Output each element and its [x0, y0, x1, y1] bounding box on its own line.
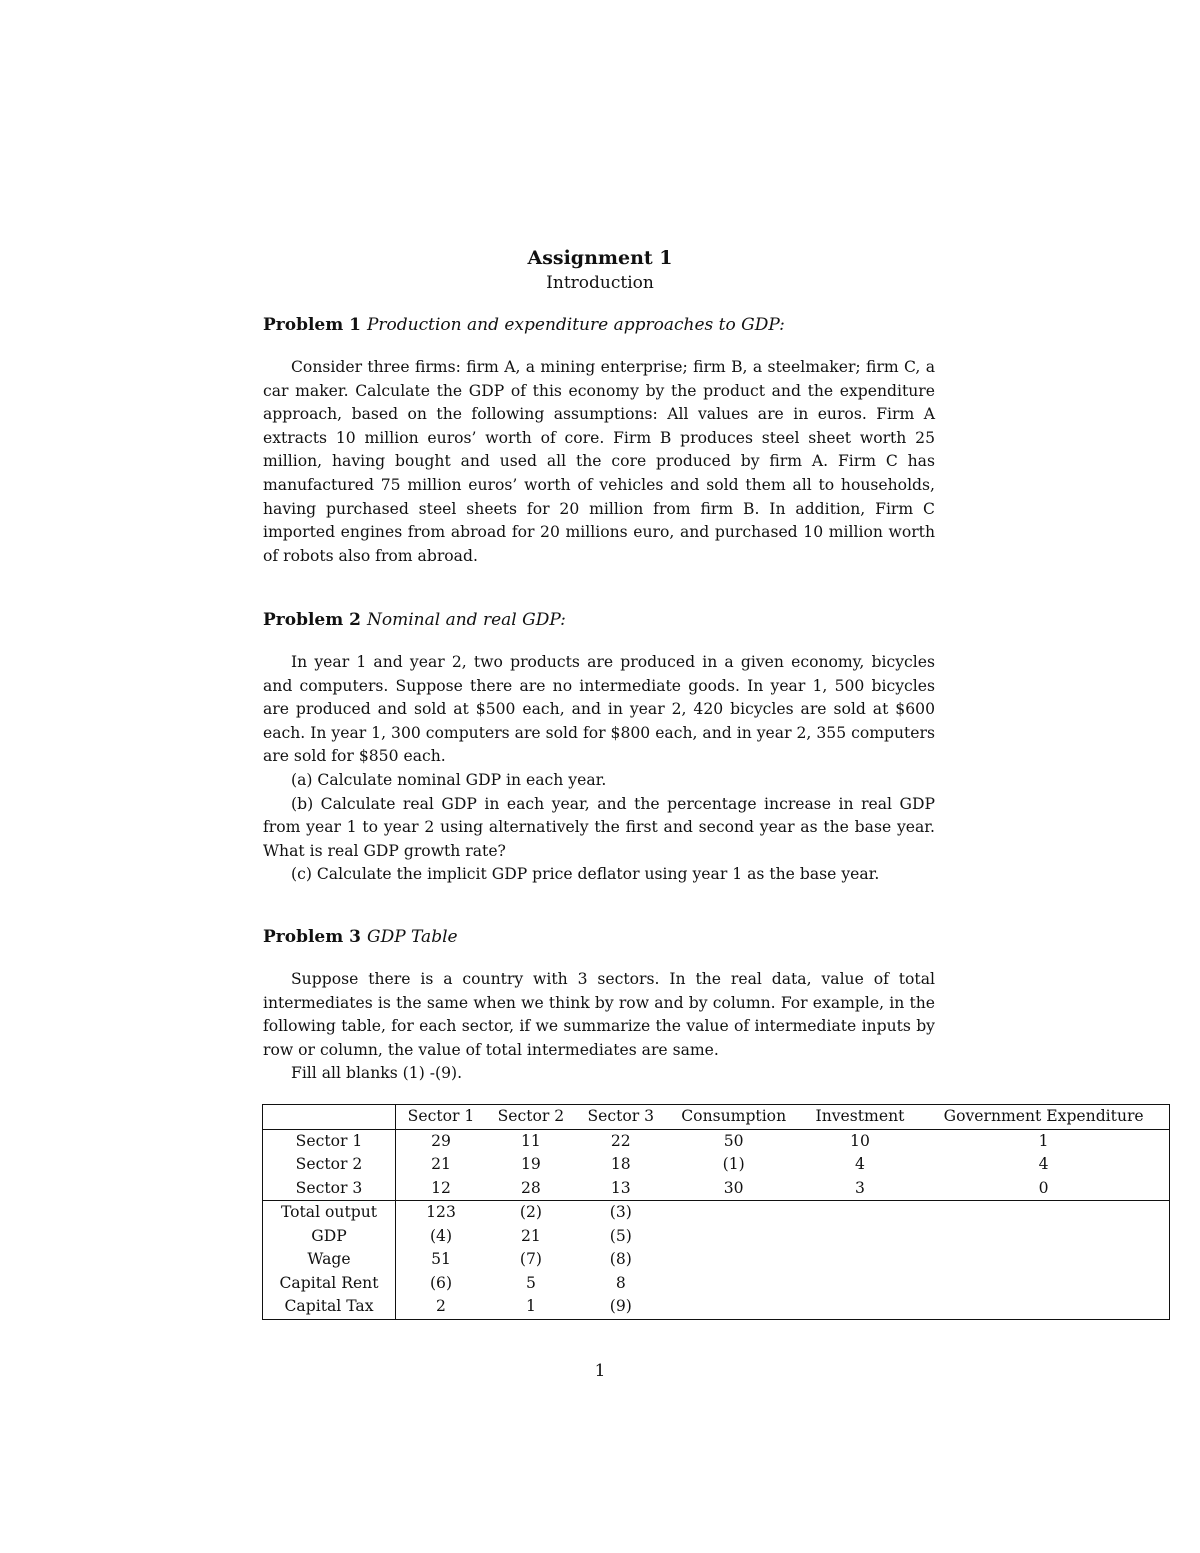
table-cell: [918, 1248, 1169, 1272]
table-cell: 4: [1038, 1155, 1049, 1173]
table-row: [263, 1295, 1170, 1319]
row-label: Wage: [263, 1248, 396, 1272]
problem-title: Production and expenditure approaches to GDP:: [366, 315, 785, 335]
table-cell: 29: [431, 1131, 451, 1150]
table-cell: 13: [610, 1178, 631, 1197]
table-cell: (7): [519, 1250, 542, 1268]
problem-1-heading: [263, 314, 785, 336]
table-cell: 8: [615, 1273, 626, 1292]
paragraph: Consider three firms: firm A, a mining enterprise; firm B, a steelmaker; firm C, a car maker. Calculate the GDP of this economy by the product and the expenditure approach, based on the following assumptions: All values are in euros. Firm A extracts 10 million euros’ worth of core. Firm B produces steel sheet worth 25 million, having bought and used all the core produced by firm A. Firm C has manufactured 75 million euros’ worth of vehicles and sold them all to households, having purchased steel sheets for 20 million from firm B. In addition, Firm C imported engines from abroad for 20 millions euro, and purchased 10 million worth of robots also from abroad.: [263, 358, 935, 565]
table-cell: 0: [1038, 1178, 1049, 1197]
table-cell: [802, 1295, 919, 1319]
table-row: [263, 1248, 1170, 1272]
table-cell: (2): [486, 1201, 576, 1225]
table-cell: [802, 1225, 919, 1249]
table-cell: 50: [723, 1131, 744, 1150]
table-cell: [666, 1295, 802, 1319]
table-header-cell: Sector 1: [396, 1105, 486, 1130]
problem-label: Problem 3: [263, 927, 361, 947]
table-cell: (6): [429, 1273, 453, 1292]
document-title: Assignment 1: [527, 247, 673, 269]
row-label: Capital Rent: [263, 1272, 396, 1296]
table-cell: (3): [576, 1201, 666, 1225]
table-cell: 1: [525, 1297, 536, 1315]
row-label: GDP: [263, 1225, 396, 1249]
table-cell: 30: [723, 1178, 744, 1197]
table-header-row: [263, 1105, 1170, 1130]
problem-title: Nominal and real GDP:: [366, 610, 566, 630]
table-cell: [666, 1248, 802, 1272]
table-header-cell: Investment: [802, 1105, 919, 1130]
paragraph: Fill all blanks (1) -(9).: [291, 1064, 463, 1083]
problem-2-body: [263, 651, 935, 887]
table-cell: [918, 1225, 1169, 1249]
table-cell: 21: [431, 1155, 451, 1173]
table-cell: [802, 1201, 919, 1225]
problem-3-heading: [263, 926, 458, 948]
table-cell: (4): [429, 1226, 453, 1245]
table-cell: 2: [436, 1297, 446, 1315]
table-cell: (8): [609, 1250, 632, 1268]
table-row: [263, 1153, 1170, 1177]
row-label: Sector 1: [263, 1129, 396, 1153]
table-cell: [666, 1225, 802, 1249]
table-cell: [918, 1201, 1169, 1225]
table-header-cell: Sector 3: [576, 1105, 666, 1130]
table-cell: 12: [431, 1178, 451, 1197]
table-cell: 21: [521, 1226, 541, 1245]
table-cell: 51: [431, 1250, 451, 1268]
table-cell: (9): [609, 1297, 632, 1315]
table-header-cell: Government Expenditure: [918, 1105, 1169, 1130]
row-label: Total output: [263, 1201, 396, 1225]
table-row: [263, 1177, 1170, 1201]
table-row: [263, 1129, 1170, 1153]
table-cell: 22: [610, 1131, 631, 1150]
table-cell: (5): [609, 1226, 632, 1245]
table-cell: [802, 1248, 919, 1272]
table-cell: [918, 1295, 1169, 1319]
table-header-cell: [263, 1105, 396, 1130]
table-header-cell: Consumption: [666, 1105, 802, 1130]
table-cell: [918, 1272, 1169, 1296]
problem-label: Problem 2: [263, 610, 361, 630]
table-cell: 3: [855, 1178, 865, 1197]
table-cell: 123: [396, 1201, 486, 1225]
row-label: Sector 2: [263, 1153, 396, 1177]
table-header-cell: Sector 2: [486, 1105, 576, 1130]
table-cell: 1: [1038, 1131, 1049, 1150]
table-row: [263, 1225, 1170, 1249]
paragraph: (a) Calculate nominal GDP in each year.: [291, 770, 607, 789]
table-cell: [666, 1272, 802, 1296]
table-cell: 10: [850, 1131, 870, 1150]
problem-title: GDP Table: [366, 927, 458, 947]
table-cell: [802, 1272, 919, 1296]
paragraph: Suppose there is a country with 3 sectors. In the real data, value of total intermediates is the same when we think by row and by column. For example, in the following table, for each sector, if we summarize the value of intermediate inputs by row or column, the value of total intermediates are same.: [263, 970, 935, 1059]
table-cell: 5: [525, 1273, 536, 1292]
table-cell: 11: [521, 1131, 541, 1150]
problem-3-body: [263, 968, 935, 1086]
problem-label: Problem 1: [263, 315, 361, 335]
row-label: Sector 3: [263, 1177, 396, 1201]
table-cell: 4: [855, 1155, 865, 1173]
table-cell: 18: [610, 1155, 631, 1173]
table-cell: 28: [521, 1178, 541, 1197]
page-number: 1: [594, 1361, 606, 1381]
table-cell: [666, 1201, 802, 1225]
table-row: [263, 1201, 1170, 1225]
problem-2-heading: [263, 609, 566, 631]
paragraph: In year 1 and year 2, two products are produced in a given economy, bicycles and computers. Suppose there are no intermediate goods. In year 1, 500 bicycles are produced and sold at $500 each, and in year 2, 420 bicycles are sold at $600 each. In year 1, 300 computers are sold for $800 each, and in year 2, 355 computers are sold for $850 each.: [263, 653, 935, 766]
gdp-table: [262, 1104, 1170, 1320]
table-cell: (1): [722, 1155, 745, 1173]
problem-1-body: [263, 356, 935, 568]
document-subtitle: Introduction: [546, 273, 654, 293]
paragraph: (c) Calculate the implicit GDP price deflator using year 1 as the base year.: [291, 865, 880, 884]
table-cell: 19: [521, 1155, 541, 1173]
table-row: [263, 1272, 1170, 1296]
paragraph: (b) Calculate real GDP in each year, and the percentage increase in real GDP from year 1 to year 2 using alternatively the first and second year as the base year. What is real GDP growth rate?: [263, 794, 935, 860]
row-label: Capital Tax: [263, 1295, 396, 1319]
